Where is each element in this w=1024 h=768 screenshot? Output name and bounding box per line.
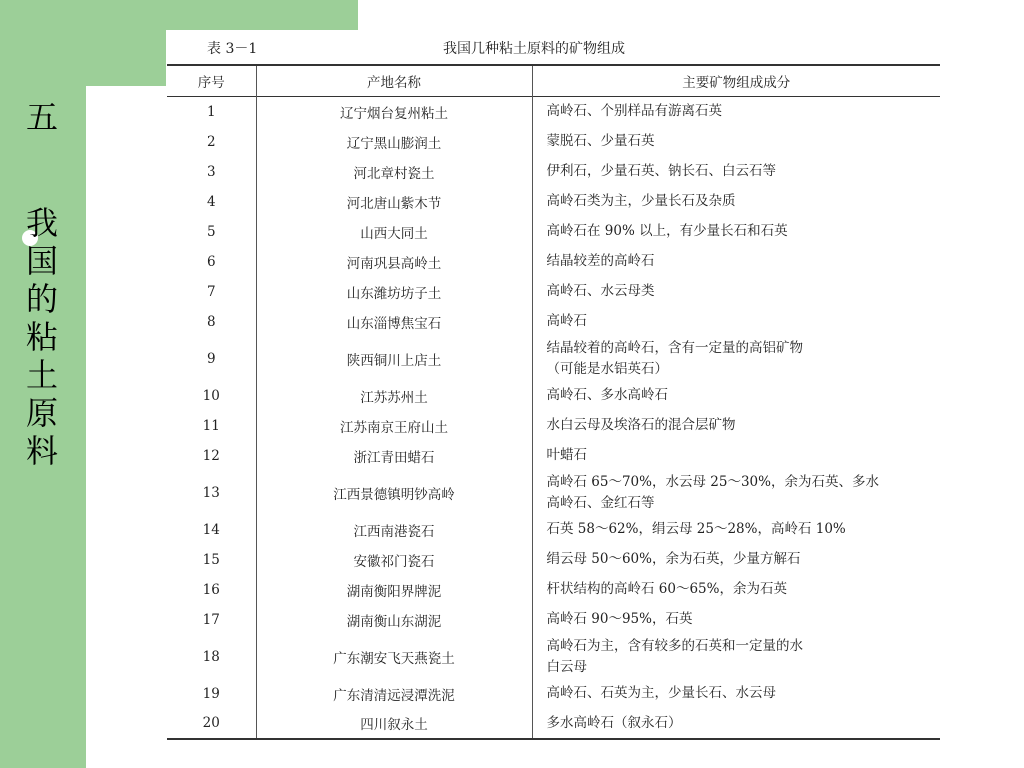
row-composition [532,441,940,471]
row-index: 9 [206,350,216,367]
section-title: 我国的粘土原料 [26,204,59,470]
row-index: 1 [206,103,216,120]
composition-line: 高岭石 65～70%，水云母 25～30%，余为石英、多水 [546,473,879,490]
row-index: 7 [206,283,216,300]
row-composition [532,307,940,337]
composition-line: 高岭石、个别样品有游离石英 [546,103,722,120]
row-composition [532,127,940,157]
table-row [167,545,940,575]
row-index: 12 [202,447,220,464]
table-row [167,337,940,381]
row-composition [532,277,940,307]
composition-line: 结晶较着的高岭石，含有一定量的高铝矿物 [546,339,803,356]
table-row [167,471,940,515]
composition-line: 杆状结构的高岭石 60～65%，余为石英 [546,581,787,597]
row-index: 4 [206,193,216,210]
composition-line: 水白云母及埃洛石的混合层矿物 [546,417,736,433]
row-index: 5 [206,223,216,240]
table-number: 表 3－1 [207,41,258,57]
side-title [26,98,70,470]
row-place: 浙江青田蜡石 [256,441,532,471]
table-row [167,381,940,411]
table-row [167,187,940,217]
composition-line: 高岭石、水云母类 [546,283,655,299]
row-index: 8 [206,313,216,330]
row-composition [532,381,940,411]
row-place: 陕西铜川上店土 [256,337,532,381]
row-place: 四川叙永土 [256,709,532,739]
composition-line: 绢云母 50～60%，余为石英，少量方解石 [546,551,801,567]
row-index: 13 [202,484,220,501]
row-composition [532,709,940,739]
row-place: 广东清清远浸潭洗泥 [256,679,532,709]
composition-line: 高岭石类为主，少量长石及杂质 [546,193,736,209]
row-composition [532,679,940,709]
row-index: 14 [202,521,220,538]
row-composition [532,411,940,441]
row-place: 江西景德镇明钞高岭 [256,471,532,515]
table-row [167,605,940,635]
table-row [167,127,940,157]
table-row [167,307,940,337]
row-composition [532,605,940,635]
composition-line: 多水高岭石（叙永石） [546,714,682,731]
composition-line: 高岭石、石英为主，少量长石、水云母 [546,685,776,701]
composition-line: 蒙脱石、少量石英 [546,133,655,149]
composition-line: 叶蜡石 [546,447,587,463]
row-composition [532,247,940,277]
composition-line-2: （可能是水铝英石） [546,360,668,377]
table-row [167,709,940,739]
row-index: 17 [202,611,220,628]
row-place: 山西大同土 [256,217,532,247]
row-place: 河北章村瓷土 [256,157,532,187]
table-row [167,575,940,605]
row-place: 湖南衡山东湖泥 [256,605,532,635]
row-index: 3 [206,163,216,180]
row-index: 15 [202,551,220,568]
row-index: 6 [206,253,216,270]
table-caption [167,30,940,64]
composition-line: 高岭石 [546,313,587,329]
row-index: 20 [202,715,220,731]
row-place: 湖南衡阳界牌泥 [256,575,532,605]
header-place: 产地名称 [256,65,532,97]
table-row [167,157,940,187]
composition-line: 高岭石 90～95%，石英 [546,611,693,627]
table-row [167,441,940,471]
header-index: 序号 [197,75,225,91]
composition-line-2: 高岭石、金红石等 [546,494,655,511]
header-composition: 主要矿物组成成分 [532,65,940,97]
row-place: 河南巩县高岭土 [256,247,532,277]
row-composition [532,575,940,605]
row-place: 江苏南京王府山土 [256,411,532,441]
row-composition [532,471,940,515]
row-composition [532,515,940,545]
composition-line: 石英 58～62%，绢云母 25～28%，高岭石 10% [546,521,846,537]
row-index: 18 [202,648,220,665]
composition-line: 高岭石为主，含有较多的石英和一定量的水 [546,637,803,654]
row-composition [532,157,940,187]
row-index: 19 [202,685,220,702]
table-row [167,515,940,545]
table-row [167,635,940,679]
mineral-table [167,64,940,740]
row-composition [532,635,940,679]
composition-line: 高岭石在 90% 以上，有少量长石和石英 [546,223,788,239]
row-place: 江西南港瓷石 [256,515,532,545]
table-row [167,679,940,709]
row-index: 16 [202,581,220,598]
row-place: 江苏苏州土 [256,381,532,411]
composition-line: 高岭石、多水高岭石 [546,387,668,403]
table-header-row [167,65,940,97]
mineral-table-block [167,30,940,740]
table-row [167,247,940,277]
table-row [167,217,940,247]
table-title: 我国几种粘土原料的矿物组成 [443,41,625,57]
row-index: 2 [206,133,216,150]
table-row [167,97,940,127]
row-composition [532,187,940,217]
row-place: 安徽祁门瓷石 [256,545,532,575]
row-place: 辽宁烟台复州粘土 [256,97,532,127]
table-row [167,277,940,307]
row-place: 山东淄博焦宝石 [256,307,532,337]
table-row [167,411,940,441]
composition-line-2: 白云母 [546,658,587,675]
composition-line: 伊利石，少量石英、钠长石、白云石等 [546,163,776,179]
row-composition [532,545,940,575]
row-place: 山东潍坊坊子土 [256,277,532,307]
row-index: 11 [202,417,220,434]
row-place: 广东潮安飞天燕瓷土 [256,635,532,679]
section-number: 五 [26,98,59,136]
composition-line: 结晶较差的高岭石 [546,253,655,269]
row-composition [532,337,940,381]
row-composition [532,97,940,127]
row-index: 10 [202,387,220,404]
row-place: 辽宁黑山膨润土 [256,127,532,157]
row-place: 河北唐山紫木节 [256,187,532,217]
green-corner-fill [86,30,166,86]
row-composition [532,217,940,247]
